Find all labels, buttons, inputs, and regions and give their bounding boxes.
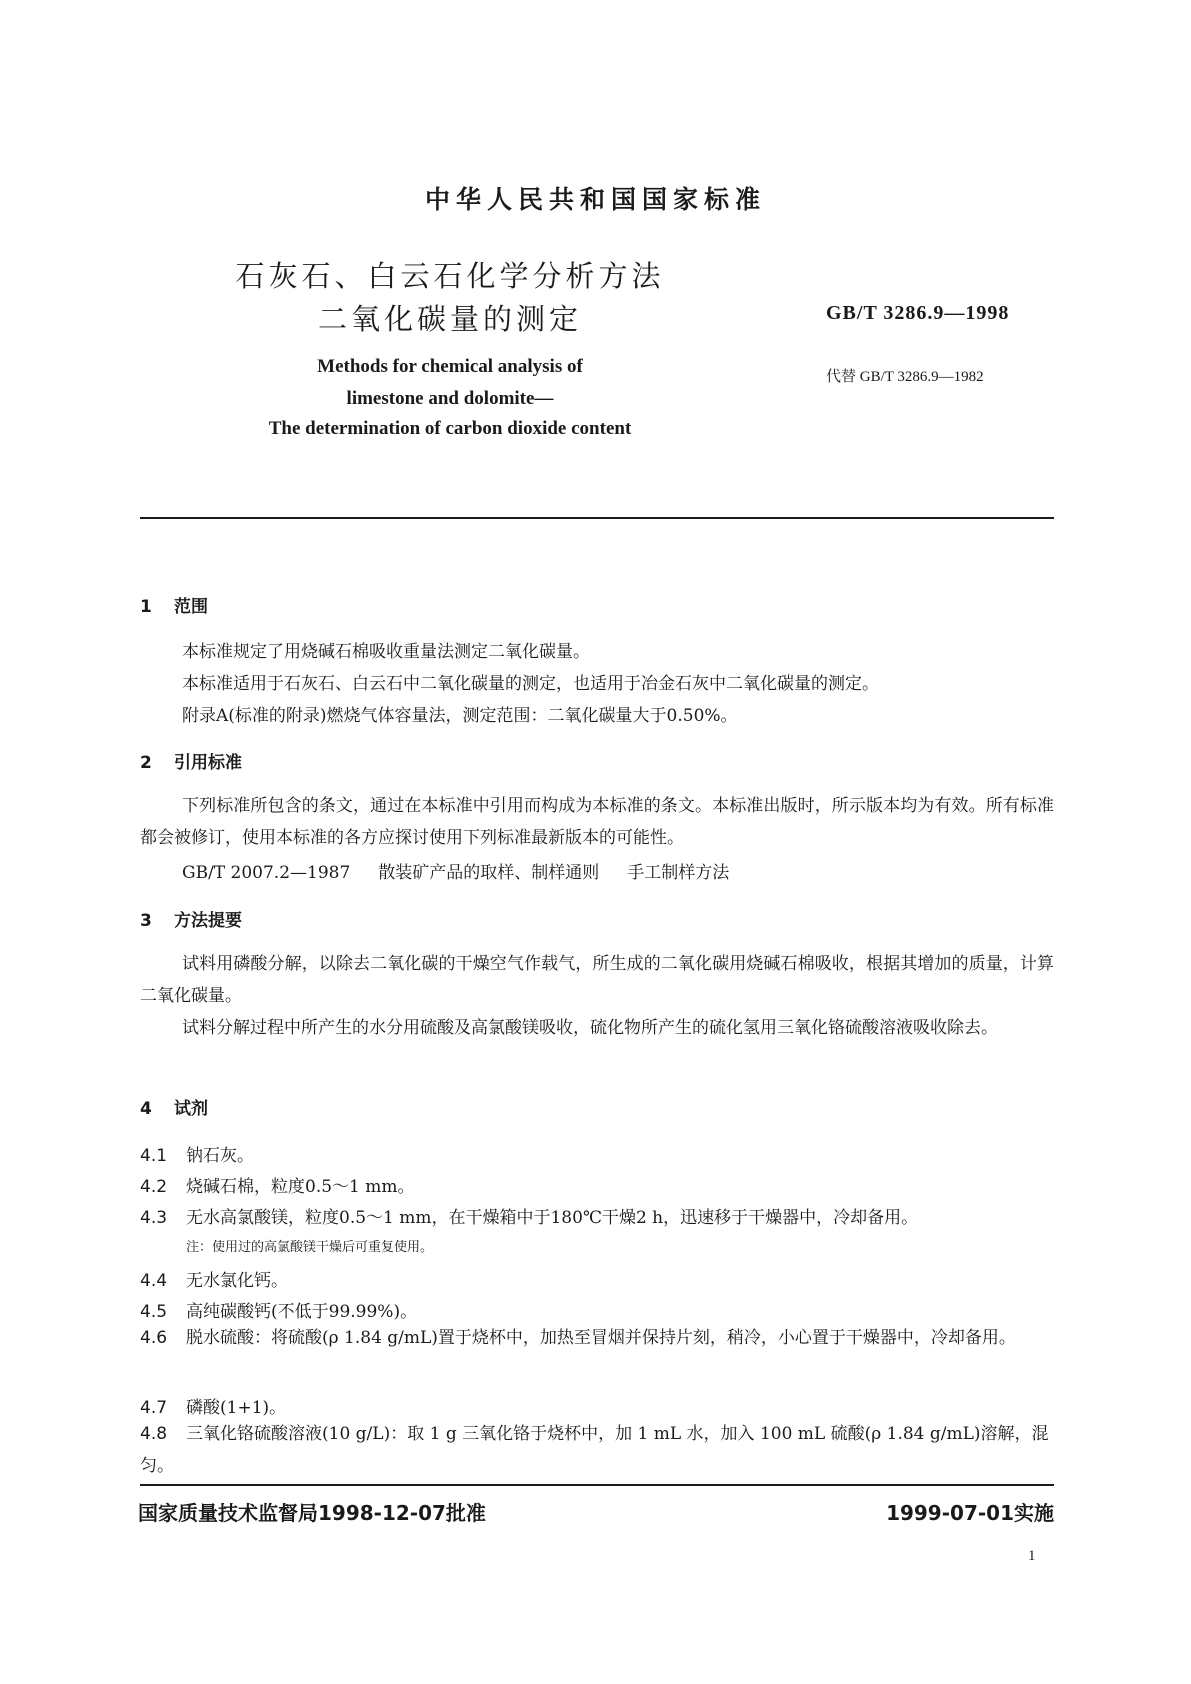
- item-text: 磷酸(1+1)。: [186, 1398, 287, 1418]
- item-text: 高纯碳酸钙(不低于99.99%)。: [186, 1302, 418, 1322]
- item-number: 4.8: [140, 1424, 168, 1444]
- section-title: 方法提要: [174, 911, 242, 931]
- implementation-date: 1999-07-01实施: [886, 1501, 1054, 1525]
- section-title: 范围: [174, 597, 208, 617]
- section-1-heading: [140, 592, 208, 617]
- title-zh-line2: 二氧化碳量的测定: [317, 302, 582, 336]
- section-number: 2: [140, 753, 152, 773]
- reagent-item: [140, 1266, 288, 1291]
- title-en-line2: limestone and dolomite—: [346, 388, 554, 409]
- section-2-heading: [140, 748, 242, 773]
- national-standard-heading: 中华人民共和国国家标准: [424, 185, 766, 214]
- reagent-item: [140, 1393, 286, 1418]
- standard-number: GB/T 3286.9—1998: [826, 302, 1010, 324]
- reagent-item: [140, 1141, 254, 1166]
- section-3-heading: [140, 906, 242, 931]
- reagent-item: [140, 1322, 1054, 1354]
- reference-code: GB/T 2007.2—1987: [182, 863, 351, 883]
- header-divider: [140, 517, 1054, 519]
- title-en-line1: Methods for chemical analysis of: [317, 356, 583, 377]
- paragraph: 下列标准所包含的条文，通过在本标准中引用而构成为本标准的条文。本标准出版时，所示版本均为有效。所有标准都会被修订，使用本标准的各方应探讨使用下列标准最新版本的可能性。: [140, 796, 1054, 848]
- paragraph: 附录A(标准的附录)燃烧气体容量法，测定范围：二氧化碳量大于0.50%。: [182, 706, 738, 726]
- replaces-standard: 代替 GB/T 3286.9—1982: [826, 369, 984, 385]
- item-text: 三氧化铬硫酸溶液(10 g/L)：取 1 g 三氧化铬于烧杯中，加 1 mL 水，加入 100 mL 硫酸(ρ 1.84 g/mL)溶解，混匀。: [140, 1424, 1049, 1476]
- approval-date: 国家质量技术监督局1998-12-07批准: [138, 1501, 486, 1525]
- item-number: 4.5: [140, 1302, 168, 1322]
- paragraph: 试料用磷酸分解，以除去二氧化碳的干燥空气作载气，所生成的二氧化碳用烧碱石棉吸收，根据其增加的质量，计算二氧化碳量。: [140, 954, 1054, 1006]
- title-en-line3: The determination of carbon dioxide content: [268, 418, 632, 439]
- reagent-item: [140, 1203, 918, 1228]
- reagent-item: [140, 1297, 417, 1322]
- item-text: 无水高氯酸镁，粒度0.5～1 mm，在干燥箱中于180℃干燥2 h，迅速移于干燥器中，冷却备用。: [186, 1208, 919, 1228]
- item-number: 4.6: [140, 1328, 168, 1348]
- section-title: 引用标准: [174, 753, 242, 773]
- item-number: 4.3: [140, 1208, 168, 1228]
- paragraph: 本标准适用于石灰石、白云石中二氧化碳量的测定，也适用于冶金石灰中二氧化碳量的测定。: [182, 674, 879, 694]
- page-number: 1: [1028, 1548, 1036, 1564]
- item-number: 4.2: [140, 1177, 168, 1197]
- item-text: 烧碱石棉，粒度0.5～1 mm。: [186, 1177, 415, 1197]
- section-title: 试剂: [174, 1099, 208, 1119]
- paragraph: 本标准规定了用烧碱石棉吸收重量法测定二氧化碳量。: [182, 642, 590, 662]
- item-text: 脱水硫酸：将硫酸(ρ 1.84 g/mL)置于烧杯中，加热至冒烟并保持片刻，稍冷，小心置于干燥器中，冷却备用。: [186, 1328, 1016, 1348]
- paragraph: 试料分解过程中所产生的水分用硫酸及高氯酸镁吸收，硫化物所产生的硫化氢用三氧化铬硫酸溶液吸收除去。: [182, 1018, 998, 1038]
- reagent-item: [140, 1418, 1054, 1482]
- item-number: 4.7: [140, 1398, 168, 1418]
- footer-divider: [140, 1484, 1054, 1486]
- section-4-heading: [140, 1094, 208, 1119]
- item-number: 4.4: [140, 1271, 168, 1291]
- reagent-item: [140, 1172, 415, 1197]
- reference-standard: [182, 858, 757, 883]
- item-text: 无水氯化钙。: [186, 1271, 288, 1291]
- section-number: 1: [140, 597, 152, 617]
- section-number: 4: [140, 1099, 152, 1119]
- item-text: 钠石灰。: [186, 1146, 254, 1166]
- section-number: 3: [140, 911, 152, 931]
- item-number: 4.1: [140, 1146, 168, 1166]
- reagent-note: 注：使用过的高氯酸镁干燥后可重复使用。: [186, 1240, 434, 1255]
- reference-title: 散装矿产品的取样、制样通则: [378, 863, 600, 883]
- title-zh-line1: 石灰石、白云石化学分析方法: [235, 259, 665, 293]
- reference-method: 手工制样方法: [627, 863, 730, 883]
